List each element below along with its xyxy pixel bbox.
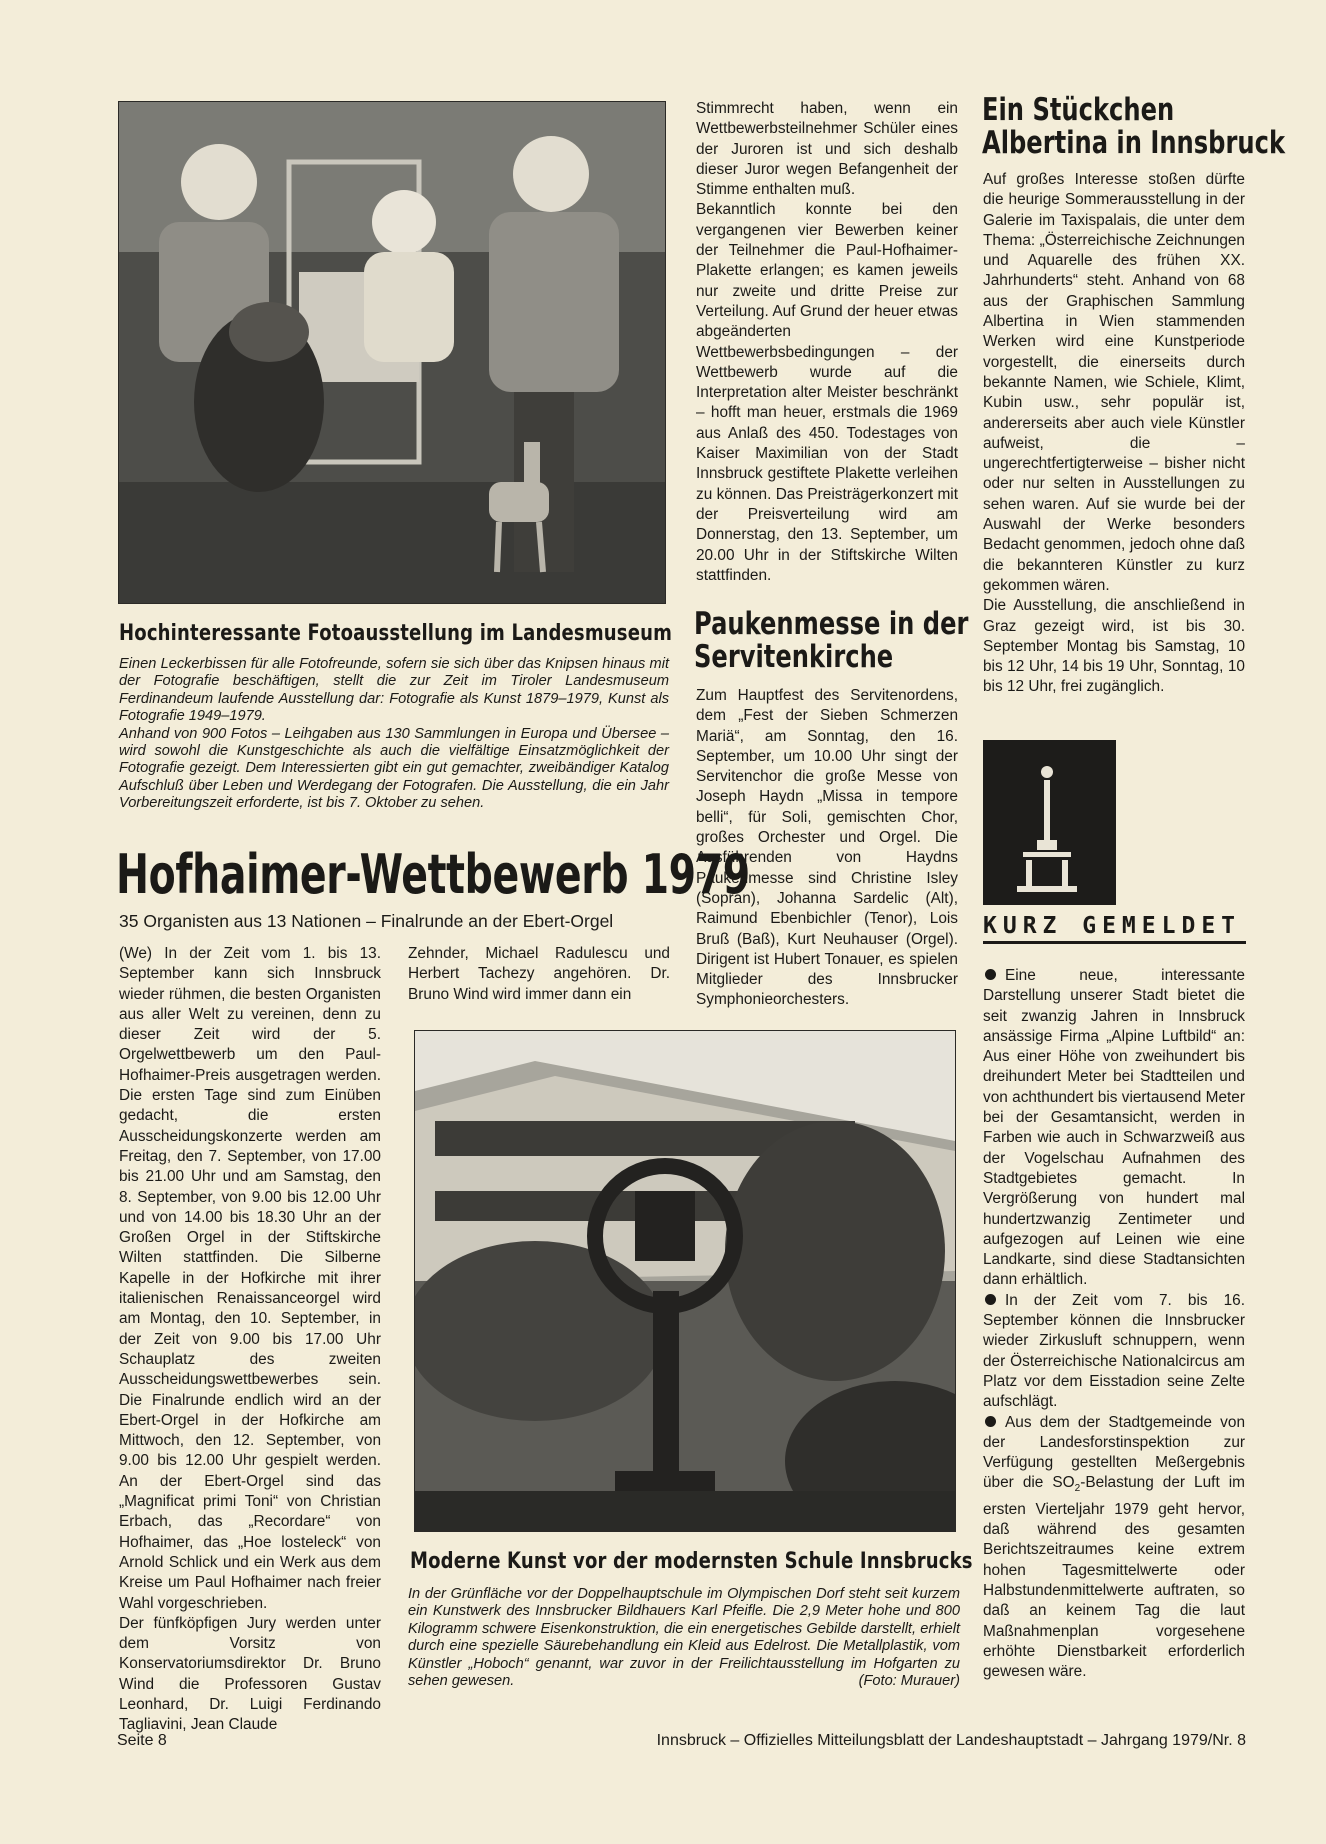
notice-item bbox=[983, 966, 1245, 1291]
paukenmesse-paragraph: Zum Hauptfest des Servitenordens, dem „Fest der Sieben Schmerzen Mariä“, am Sonntag, den 16. September, um 10.00 Uhr singt der Servitenchor die große Messe von Joseph Haydn „Missa in tempore belli“, für Soli, gemischten Chor, großes Orchester und Orgel. Die Ausführenden von Haydns Paukenmesse sind Christine Isley (Sopran), Johanna Sardelic (Alt), Raimund Ebenbichler (Tenor), Lois Bruß (Baß), Kurt Neuhauser (Orgel). Dirigent ist Hubert Tonauer, es spielen Mitglieder des Innsbrucker Symphonieorchesters. bbox=[696, 687, 958, 1009]
kurz-gemeldet-title: KURZ GEMELDET bbox=[983, 913, 1242, 939]
albertina-headline-line: Albertina in Innsbruck bbox=[982, 125, 1286, 161]
kurz-gemeldet-list bbox=[983, 966, 1245, 1682]
notice-item bbox=[983, 1413, 1245, 1683]
children-photo bbox=[118, 101, 666, 604]
albertina-headline-line: Ein Stückchen bbox=[982, 92, 1175, 128]
school-caption bbox=[408, 1586, 960, 1691]
notice-text: In der Zeit vom 7. bis 16. September können die Innsbrucker wieder Zirkusluft schnuppern, wenn der Österreichische Nationalcircus am Platz vor dem Eisstadion seine Zelte aufschlägt. bbox=[983, 1291, 1245, 1411]
main-paragraph: Stimmrecht haben, wenn ein Wettbewerbsteilnehmer Schüler eines der Juroren ist und sich deshalb dieser Juror wegen Befangenheit der Stimme enthalten muß. bbox=[696, 100, 958, 199]
main-paragraph: Zehnder, Michael Radulescu und Herbert Tachezy angehören. Dr. Bruno Wind wird immer dann ein bbox=[408, 945, 670, 1003]
foto-paragraph: Einen Leckerbissen für alle Fotofreunde, sofern sie sich über das Knipsen hinaus mit der Fotografie beschäftigen, stellt die zur Zeit im Tiroler Landesmuseum Ferdinandeum laufende Ausstellung dar: Fotografie als Kunst 1879–1979, Kunst als Fotografie 1949–1979. bbox=[119, 656, 669, 725]
main-article-col2 bbox=[408, 944, 670, 1005]
bullet-icon bbox=[985, 969, 996, 980]
notice-text: Aus dem der Stadtgemeinde von der Landesforstinspektion zur Verfügung gestellten Meßergebnis über die SO bbox=[983, 1413, 1245, 1492]
kurz-gemeldet-rule bbox=[983, 941, 1246, 944]
main-subheadline: 35 Organisten aus 13 Nationen – Finalrunde an der Ebert-Orgel bbox=[119, 911, 614, 931]
main-headline: Hofhaimer-Wettbewerb 1979 bbox=[116, 843, 750, 906]
foto-paragraph: Anhand von 900 Fotos – Leihgaben aus 130 Sammlungen in Europa und Übersee – wird sowohl die Kunstgeschichte als auch die vielfältige Einsatzmöglichkeit der Fotografie gezeigt. Dem Interessierten gibt ein gut gemachter, zweibändiger Katalog Aufschluß über Leben und Werdegang der Fotografen. Die Ausstellung, die ein Jahr Vorbereitungszeit erforderte, ist bis 7. Oktober zu sehen. bbox=[119, 725, 669, 812]
paukenmesse-text bbox=[696, 686, 958, 1011]
school-headline: Moderne Kunst vor der modernsten Schule Innsbrucks bbox=[410, 1549, 973, 1574]
school-photo bbox=[414, 1030, 956, 1532]
bullet-icon bbox=[985, 1416, 996, 1427]
foto-headline: Hochinteressante Fotoausstellung im Landesmuseum bbox=[119, 621, 673, 646]
albertina-paragraph: Die Ausstellung, die anschließend in Graz gezeigt wird, ist bis 30. September Montag bis Samstag, 10 bis 12 Uhr, 14 bis 19 Uhr, Sonntag, 10 bis 12 Uhr, frei zugänglich. bbox=[983, 597, 1245, 696]
main-paragraph: Bekanntlich konnte bei den vergangenen vier Bewerben keiner der Teilnehmer die Paul-Hofhaimer-Plakette erlangen; es kamen jeweils nur zweite und dritte Preise zur Verteilung. Auf Grund der heuer etwas abgeänderten Wettbewerbsbedingungen – der Wettbewerb wurde auf die Interpretation alter Meister beschränkt – hofft man heuer, erstmals die 1969 aus Anlaß des 450. Todestages von Kaiser Maximilian von der Stadt Innsbruck gestiftete Plakette verleihen zu können. Das Preisträgerkonzert mit der Preisverteilung wird am Donnerstag, den 13. September, um 20.00 Uhr in der Stiftskirche Wilten stattfinden. bbox=[696, 201, 958, 584]
albertina-text bbox=[983, 170, 1245, 698]
main-paragraph: (We) In der Zeit vom 1. bis 13. September kann sich Innsbruck wieder rühmen, die besten Organisten aus aller Welt zu vereinen, denn zu dieser Zeit wird der 5. Orgelwettbewerb um den Paul-Hofhaimer-Preis ausgetragen werden. Die ersten Tage sind zum Einüben gedacht, die ersten Ausscheidungskonzerte werden am Freitag, den 7. September, von 17.00 bis 21.00 Uhr und am Samstag, den 8. September, von 9.00 bis 12.00 Uhr und von 14.00 bis 18.30 Uhr an der Großen Orgel in der Stiftskirche Wilten stattfinden. Die Silberne Kapelle in der Hofkirche mit ihrer italienischen Renaissanceorgel wird am Montag, den 10. September, in der Zeit von 9.00 bis 17.00 Uhr Schauplatz des zweiten Ausscheidungswettbewerbes sein. Die Finalrunde endlich wird an der Ebert-Orgel in der Hofkirche am Mittwoch, den 12. September, von 9.00 bis 12.00 Uhr gespielt werden. An der Ebert-Orgel sind das „Magnificat primi Toni“ von Christian Erbach, das „Recordare“ von Hofhaimer, das „Hoe losteleck“ von Arnold Schlick und ein Werk aus dem Kreise um Paul Hofhaimer nach freier Wahl vorgeschrieben. bbox=[119, 945, 381, 1612]
main-paragraph: Der fünfköpfigen Jury werden unter dem Vorsitz von Konservatoriumsdirektor Dr. Bruno Wind die Professoren Gustav Leonhard, Dr. Luigi Ferdinando Tagliavini, Jean Claude bbox=[119, 1614, 381, 1734]
paukenmesse-headline-line: Servitenkirche bbox=[694, 639, 894, 675]
foto-caption bbox=[119, 656, 669, 813]
photo-credit: (Foto: Murauer) bbox=[858, 1673, 960, 1690]
albertina-paragraph: Auf großes Interesse stoßen dürfte die heurige Sommerausstellung in der Galerie im Taxispalais, die unter dem Thema: „Österreichische Zeichnungen und Aquarelle des frühen XX. Jahrhunderts“ steht. Anhand von 68 aus der Graphischen Sammlung Albertina in Wien stammenden Werken wird eine Kunstperiode vorgestellt, die einerseits durch bekannte Namen, wie Schiele, Klimt, Kubin usw., sehr populär ist, andererseits aber auch viele Künstler aufweist, die – ungerechtfertigterweise – bisher nicht oder nur selten in Ausstellungen zu sehen waren. Auf sie wurde bei der Auswahl der Werke besonders Bedacht genommen, jedoch ohne daß die bekannteren Künstler zu kurz gekommen wären. bbox=[983, 171, 1245, 594]
albertina-headline bbox=[982, 94, 1285, 160]
notice-item bbox=[983, 1291, 1245, 1413]
main-article-col3 bbox=[696, 99, 958, 586]
school-caption-text: In der Grünfläche vor der Doppelhauptschule im Olympischen Dorf steht seit kurzem ein Kunstwerk des Innsbrucker Bildhauers Karl Pfeifle. Die 2,9 Meter hohe und 800 Kilogramm schwere Eisenkonstruktion, die ein energetisches Gebilde darstellt, erhielt durch eine spezielle Säurebehandlung ein Kleid aus Edelrost. Die Metallplastik, vom Künstler „Hoboch“ genannt, war zuvor in der Freilichtausstellung im Hofgarten zu sehen gewesen. bbox=[408, 1586, 960, 1690]
notice-text: Eine neue, interessante Darstellung unserer Stadt bietet die seit zwanzig Jahren in Innsbruck ansässige Firma „Alpine Luftbild“ an: Aus einer Höhe von zweihundert bis dreihundert Meter bei Stadtteilen und von achthundert bis viertausend Meter bei der Gesamtansicht, werden in Farben wie auch in Schwarzweiß aus der Vogelschau Aufnahmen des Stadtgebietes gemacht. In Vergrößerung von hundert mal hundertzwanzig Zentimeter und aufgezogen auf Leinen wie eine Landkarte, sind diese Stadtansichten dann erhältlich. bbox=[983, 967, 1245, 1289]
paukenmesse-headline bbox=[694, 608, 968, 674]
paukenmesse-headline-line: Paukenmesse in der bbox=[694, 606, 969, 642]
main-article-col1 bbox=[119, 944, 381, 1736]
notice-subscript: 2 bbox=[1074, 1483, 1081, 1495]
notice-text: -Belastung der Luft im ersten Vierteljahr 1979 geht hervor, daß während des gesamten Berichtszeitraumes keine extrem hohen Tagesmittelwerte oder Halbstundenmittelwerte auftraten, so daß an keinem Tag die laut Maßnahmenplan vorgesehene erhöhte Dienstbarkeit erforderlich gewesen wäre. bbox=[983, 1474, 1245, 1681]
bullet-icon bbox=[985, 1294, 996, 1305]
publication-footer: Innsbruck – Offizielles Mitteilungsblatt der Landeshauptstadt – Jahrgang 1979/Nr. 8 bbox=[656, 1732, 1246, 1749]
kurz-gemeldet-logo bbox=[983, 740, 1116, 905]
page-number: Seite 8 bbox=[117, 1732, 167, 1749]
